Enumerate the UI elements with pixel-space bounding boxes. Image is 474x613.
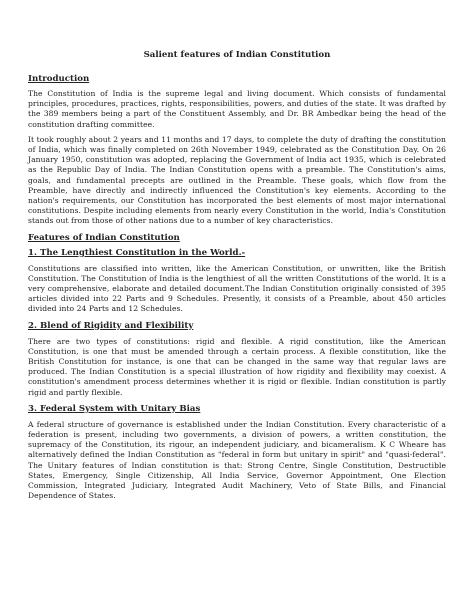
feature-3-heading: 3. Federal System with Unitary Bias <box>28 403 201 414</box>
introduction-heading: Introduction <box>28 74 90 84</box>
feature-3-text: A federal structure of governance is established under the Indian Constitution. Every characteristic of a federation is present, including two governments, a division of powers, a written constitution, the supremacy of the Constitution, its rigour, an independent judiciary, and bicameralism. K C Wheare has alternatively defined the Indian Constitution as "federal in form but unitary in spirit" and "quasi-federal". The Unitary features of Indian constitution is that: Strong Centre, Single Constitution, Destructible States, Emergency, Single Citizenship, All India Service, Governor Appointment, One Election Commission, Integrated Judiciary, Integrated Audit Machinery, Veto of State Bills, and Financial Dependence of States. <box>28 419 446 501</box>
feature-2-text: There are two types of constitutions: rigid and flexible. A rigid constitution, like the American Constitution, is one that must be amended through a certain process. A flexible constitution, like the British Constitution for instance, is one that can be changed in the same way that regular laws are produced. The Indian Constitution is a special illustration of how rigidity and flexibility may coexist. A constitution's amendment process determines whether it is rigid or flexible. Indian constitution is partly rigid and partly flexible. <box>28 336 446 397</box>
document-title: Salient features of Indian Constitution <box>143 50 331 60</box>
feature-1-heading: 1. The Lengthiest Constitution in the World.- <box>28 247 246 258</box>
introduction-paragraph-1: The Constitution of India is the supreme legal and living document. Which consists of fundamental principles, procedures, practices, rights, responsibilities, powers, and duties of the state. It was drafted by the 389 members being a part of the Constituent Assembly, and Dr. BR Ambedkar being the head of the constitution drafting committee. <box>28 89 446 129</box>
document-page <box>28 50 446 508</box>
feature-1-text: Constitutions are classified into written, like the American Constitution, or unwritten, like the British Constitution. The Constitution of India is the lengthiest of all the written Constitutions of the world. It is a very comprehensive, elaborate and detailed document.The Indian Constitution originally consisted of 395 articles divided into 22 Parts and 9 Schedules. Presently, it consists of a Preamble, about 450 articles divided into 24 Parts and 12 Schedules. <box>28 263 446 314</box>
introduction-paragraph-2: It took roughly about 2 years and 11 months and 17 days, to complete the duty of drafting the constitution of India, which was finally completed on 26th November 1949, celebrated as the Constitution Day. On 26 January 1950, constitution was adopted, replacing the Government of India act 1935, which is celebrated as the Republic Day of India. The Indian Constitution opens with a preamble. The Constitution's aims, goals, and fundamental precepts are outlined in the Preamble. These goals, which flow from the Preamble, have directly and indirectly influenced the Constitution's key elements. According to the nation's requirements, our Constitution has incorporated the best elements of most major international constitutions. Despite including elements from nearly every Constitution in the world, India's Constitution stands out from those of other nations due to a number of key characteristics. <box>28 134 446 226</box>
feature-2-heading: 2. Blend of Rigidity and Flexibility <box>28 320 194 331</box>
features-heading: Features of Indian Constitution <box>28 232 180 243</box>
